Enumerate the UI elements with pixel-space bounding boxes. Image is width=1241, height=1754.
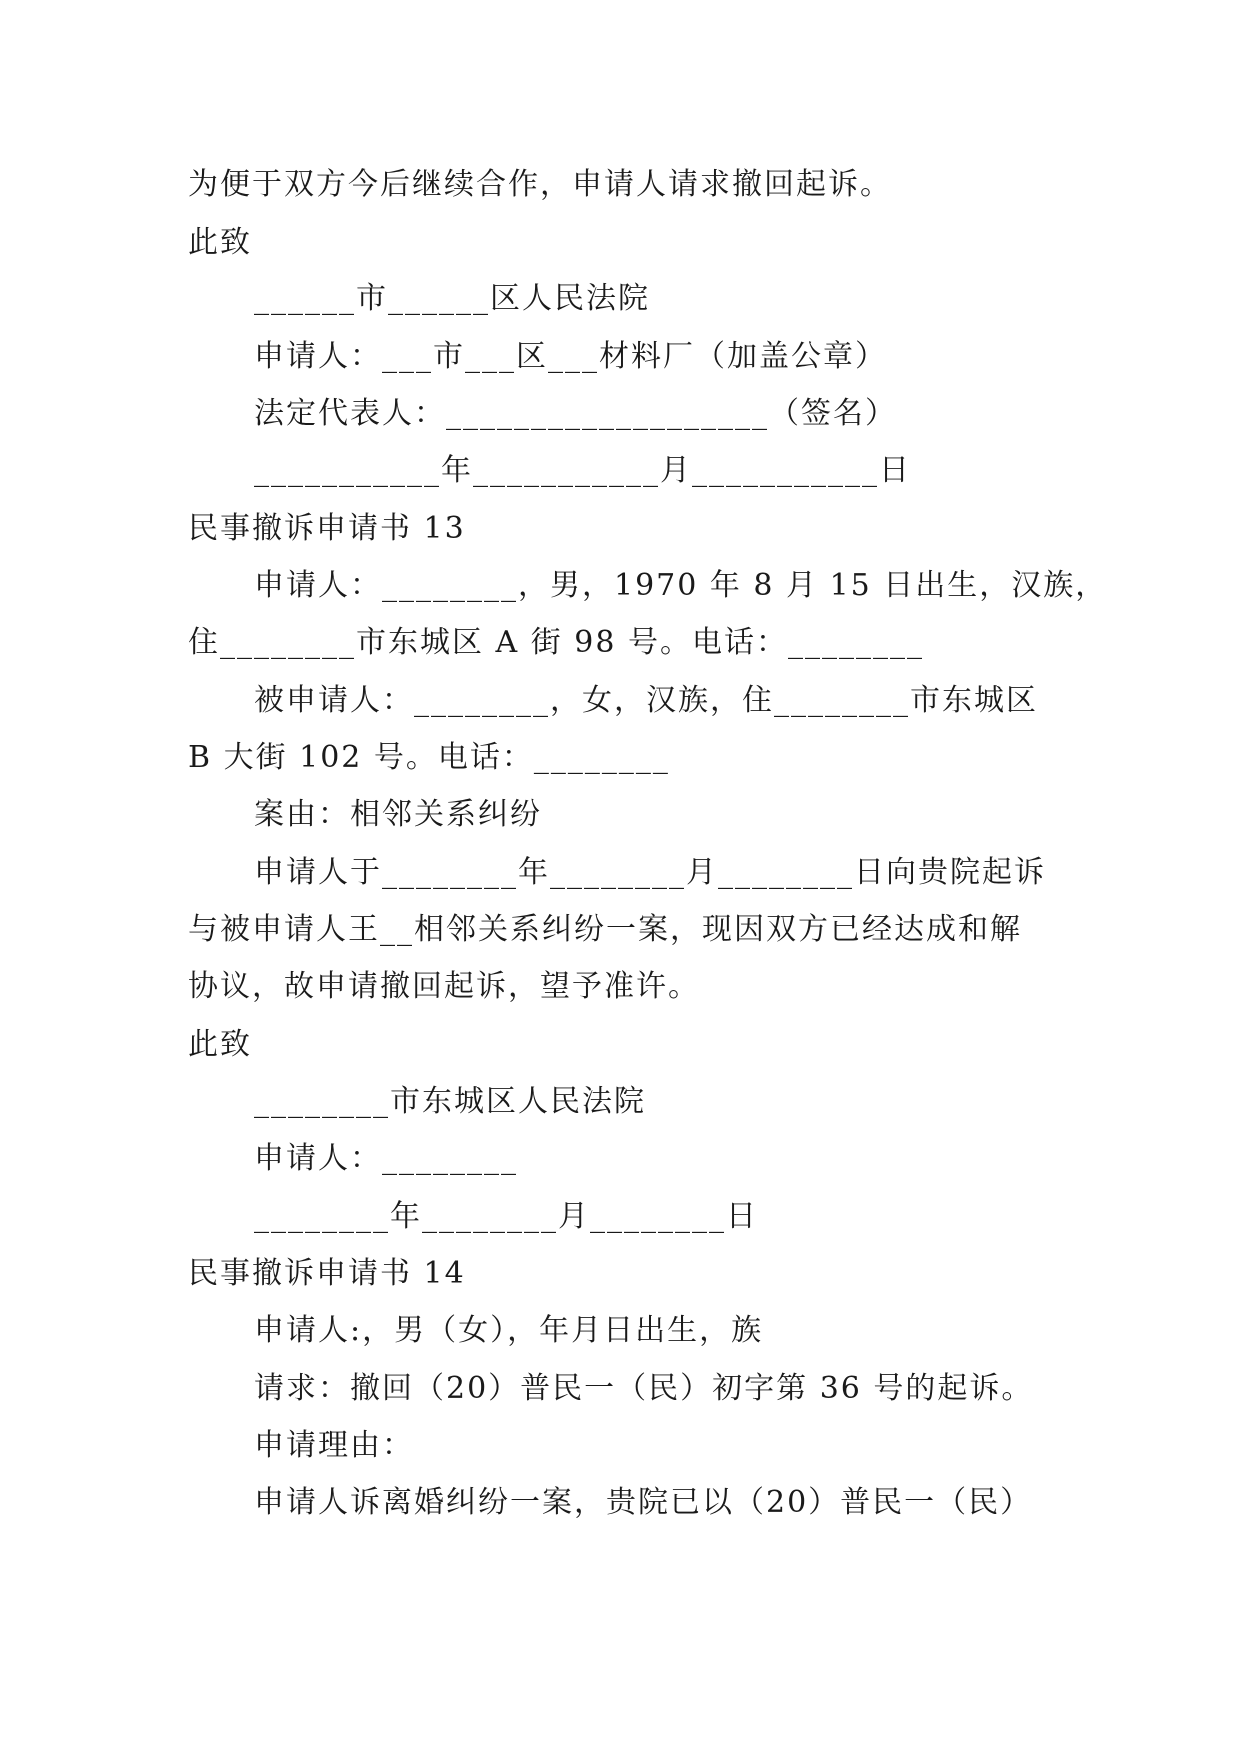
paragraph-line: 协议，故申请撤回起诉，望予准许。: [188, 969, 700, 1004]
section-heading: 民事撤诉申请书 13: [188, 511, 466, 546]
date-line: ________年________月________日: [254, 1199, 758, 1234]
salutation-line: 此致: [188, 1027, 252, 1062]
legal-representative-line: 法定代表人：___________________（签名）: [254, 396, 897, 431]
applicant-line: 申请人:，男（女），年月日出生，族: [254, 1313, 764, 1348]
salutation-line: 此致: [188, 225, 252, 260]
court-line: ________市东城区人民法院: [254, 1084, 646, 1119]
paragraph-line: 为便于双方今后继续合作，申请人请求撤回起诉。: [188, 167, 892, 202]
applicant-line: 申请人：________，男，1970 年 8 月 15 日出生，汉族，: [254, 568, 1108, 603]
paragraph-line: 申请人诉离婚纠纷一案，贵院已以（20）普民一（民）: [254, 1485, 1033, 1520]
reason-heading: 申请理由：: [254, 1428, 414, 1463]
court-line: ______市______区人民法院: [254, 281, 650, 316]
paragraph-line: 申请人于________年________月________日向贵院起诉: [254, 855, 1046, 890]
address-line: 住________市东城区 A 街 98 号。电话：________: [188, 625, 924, 660]
section-heading: 民事撤诉申请书 14: [188, 1256, 466, 1291]
applicant-line: 申请人：___市___区___材料厂（加盖公章）: [254, 339, 887, 374]
case-cause-line: 案由：相邻关系纠纷: [254, 797, 542, 832]
applicant-line: 申请人：________: [254, 1141, 518, 1176]
date-line: ___________年___________月___________日: [254, 453, 911, 488]
paragraph-line: 与被申请人王__相邻关系纠纷一案，现因双方已经达成和解: [188, 912, 1022, 947]
respondent-line: 被申请人：________，女，汉族，住________市东城区: [254, 683, 1038, 718]
address-line: B 大街 102 号。电话：________: [188, 740, 670, 775]
request-line: 请求：撤回（20）普民一（民）初字第 36 号的起诉。: [254, 1371, 1034, 1406]
